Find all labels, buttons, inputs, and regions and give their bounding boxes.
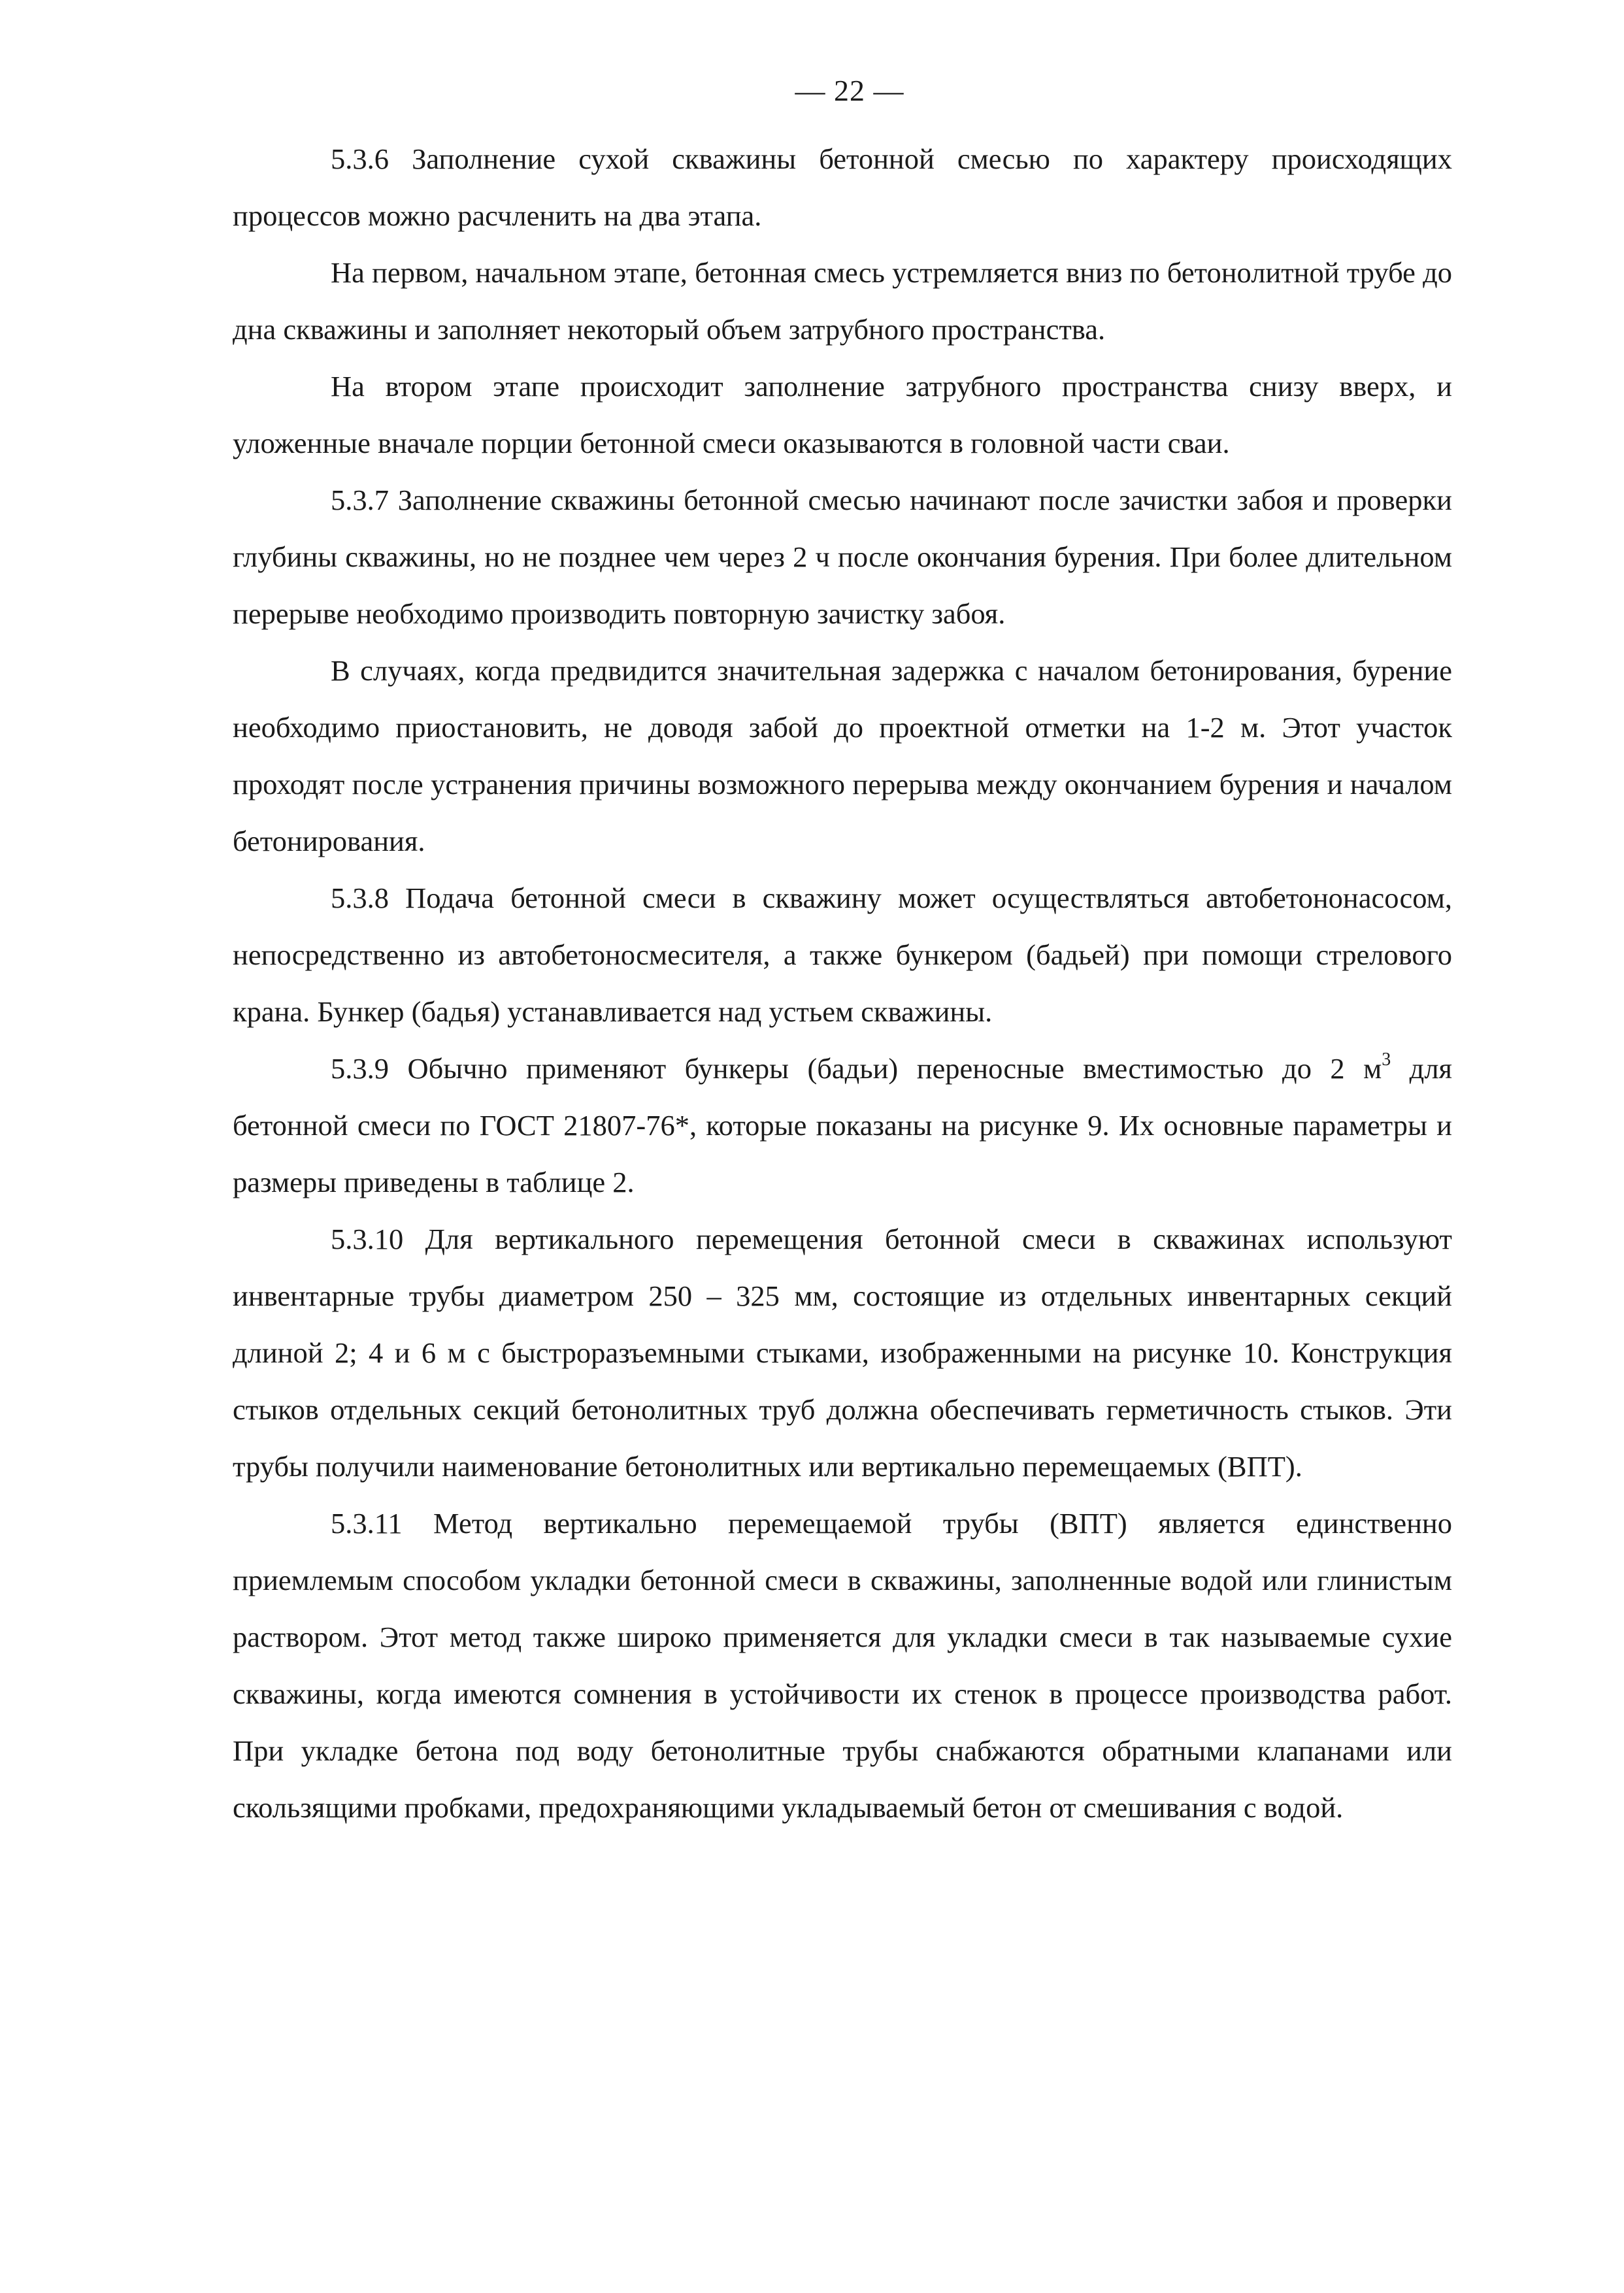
paragraph-5-3-9-after: для бетонной смеси по ГОСТ 21807-76*, которые показаны на рисунке 9. Их основные параметры и размеры приведены в таблице 2. [233, 1052, 1452, 1198]
body-text [233, 131, 1452, 1836]
paragraph-first-stage: На первом, начальном этапе, бетонная смесь устремляется вниз по бетонолитной трубе до дна скважины и заполняет некоторый объем затрубного пространства. [233, 256, 1452, 346]
paragraph-5-3-9-before: 5.3.9 Обычно применяют бункеры (бадьи) переносные вместимостью до 2 м [331, 1052, 1382, 1085]
paragraph-delay-cases: В случаях, когда предвидится значительная задержка с началом бетонирования, бурение необходимо приостановить, не доводя забой до проектной отметки на 1-2 м. Этот участок проходят после устранения причины возможного перерыва между окончанием бурения и началом бетонирования. [233, 654, 1452, 857]
paragraph-5-3-11: 5.3.11 Метод вертикально перемещаемой трубы (ВПТ) является единственно приемлемым способом укладки бетонной смеси в скважины, заполненные водой или глинистым раствором. Этот метод также широко применяется для укладки смеси в так называемые сухие скважины, когда имеются сомнения в устойчивости их стенок в процессе производства работ. При укладке бетона под воду бетонолитные трубы снабжаются обратными клапанами или скользящими пробками, предохраняющими укладываемый бетон от смешивания с водой. [233, 1507, 1452, 1824]
paragraph-5-3-8: 5.3.8 Подача бетонной смеси в скважину может осуществляться автобетононасосом, непосредственно из автобетоносмесителя, а также бункером (бадьей) при помощи стрелового крана. Бункер (бадья) устанавливается над устьем скважины. [233, 882, 1452, 1028]
paragraph-second-stage: На втором этапе происходит заполнение затрубного пространства снизу вверх, и уложенные вначале порции бетонной смеси оказываются в головной части сваи. [233, 370, 1452, 459]
paragraph-5-3-9 [233, 1040, 1452, 1211]
paragraph-5-3-7: 5.3.7 Заполнение скважины бетонной смесью начинают после зачистки забоя и проверки глубины скважины, но не позднее чем через 2 ч после окончания бурения. При более длительном перерыве необходимо производить повторную зачистку забоя. [233, 484, 1452, 630]
paragraph-5-3-10: 5.3.10 Для вертикального перемещения бетонной смеси в скважинах используют инвентарные трубы диаметром 250 – 325 мм, состоящие из отдельных инвентарных секций длиной 2; 4 и 6 м с быстроразъемными стыками, изображенными на рисунке 10. Конструкция стыков отдельных секций бетонолитных труб должна обеспечивать герметичность стыков. Эти трубы получили наименование бетонолитных или вертикально перемещаемых (ВПТ). [233, 1223, 1452, 1483]
paragraph-5-3-6-intro: 5.3.6 Заполнение сухой скважины бетонной смесью по характеру происходящих процессов можно расчленить на два этапа. [233, 142, 1452, 232]
cubic-superscript: 3 [1382, 1049, 1391, 1070]
page-number: — 22 — [795, 74, 904, 107]
